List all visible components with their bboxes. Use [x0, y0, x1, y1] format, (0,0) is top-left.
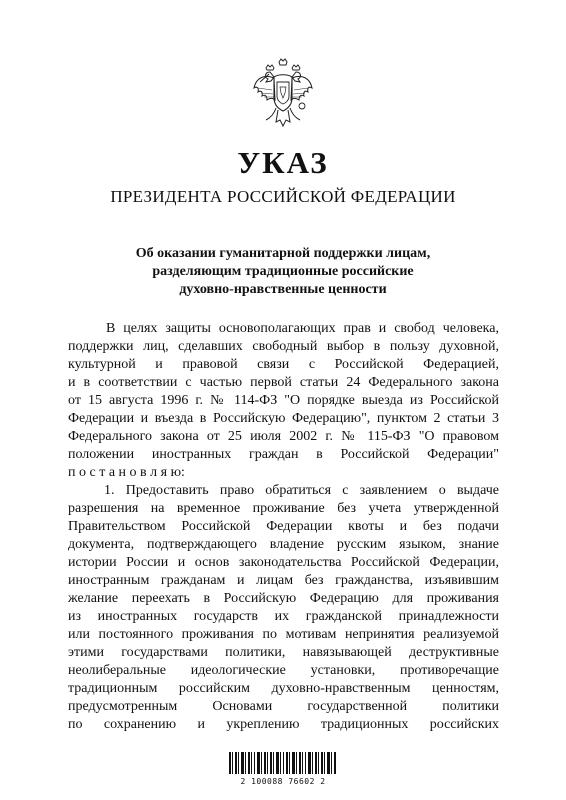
decree-heading — [100, 245, 466, 299]
body-line: или постоянного проживания по мотивам непринятия реализуемой — [68, 627, 499, 642]
heading-line: Об оказании гуманитарной поддержки лицам, — [135, 246, 431, 261]
body-line: поддержки лиц, сделавших свободный выбор в пользу духовной, — [68, 339, 499, 354]
body-line: по сохранению и укреплению традиционных российских — [68, 717, 499, 732]
barcode-number: 2 100088 76602 2 — [240, 777, 326, 786]
decree-subtitle: ПРЕЗИДЕНТА РОССИЙСКОЙ ФЕДЕРАЦИИ — [110, 187, 456, 206]
body-line: иностранным гражданам и лицам без гражданства, изъявившим — [68, 573, 499, 588]
body-line: В целях защиты основополагающих прав и свобод человека, — [106, 321, 499, 336]
body-line: Правительством Российской Федерации квоты и без подачи — [68, 519, 499, 534]
body-line: и в соответствии с частью первой статьи 24 Федерального закона — [68, 375, 499, 390]
body-line: культурной и правовой связи с Российской Федерацией, — [68, 357, 499, 372]
body-line: неолиберальные идеологические установки, противоречащие — [68, 663, 499, 678]
decree-body — [68, 320, 499, 734]
decree-title: УКАЗ — [237, 145, 329, 180]
heading-line: разделяющим традиционные российские — [152, 264, 414, 279]
body-line: предусмотренным Основами государственной политики — [68, 699, 499, 714]
body-line: разрешения на временное проживание без учета утвержденной — [68, 501, 499, 516]
body-line: традиционным российским духовно-нравственным ценностям, — [68, 681, 499, 696]
body-line: от 15 августа 1996 г. № 114-ФЗ "О порядке выезда из Российской — [68, 393, 499, 408]
body-line: из иностранных государств их гражданской принадлежности — [68, 609, 499, 624]
body-line: желание переехать в Российскую Федерацию для проживания — [68, 591, 499, 606]
body-line: документа, подтверждающего владение русским языком, знание — [68, 537, 499, 552]
body-line: Федерации и въезда в Российскую Федерацию", пунктом 2 статьи 3 — [68, 411, 499, 426]
heading-line: духовно-нравственные ценности — [179, 282, 387, 297]
body-line: положении иностранных граждан в Российской Федерации" — [68, 447, 499, 462]
body-line: 1. Предоставить право обратиться с заявлением о выдаче — [104, 483, 499, 498]
barcode-icon — [229, 752, 337, 774]
coat-of-arms-icon — [252, 58, 314, 128]
body-line: Федерального закона от 25 июля 2002 г. № 115-ФЗ "О правовом — [68, 429, 499, 444]
decree-resolution-word: п о с т а н о в л я ю: — [68, 465, 185, 480]
body-line: этими государствами политики, навязывающей деструктивные — [68, 645, 499, 660]
body-line: истории России и основ законодательства Российской Федерации, — [68, 555, 499, 570]
